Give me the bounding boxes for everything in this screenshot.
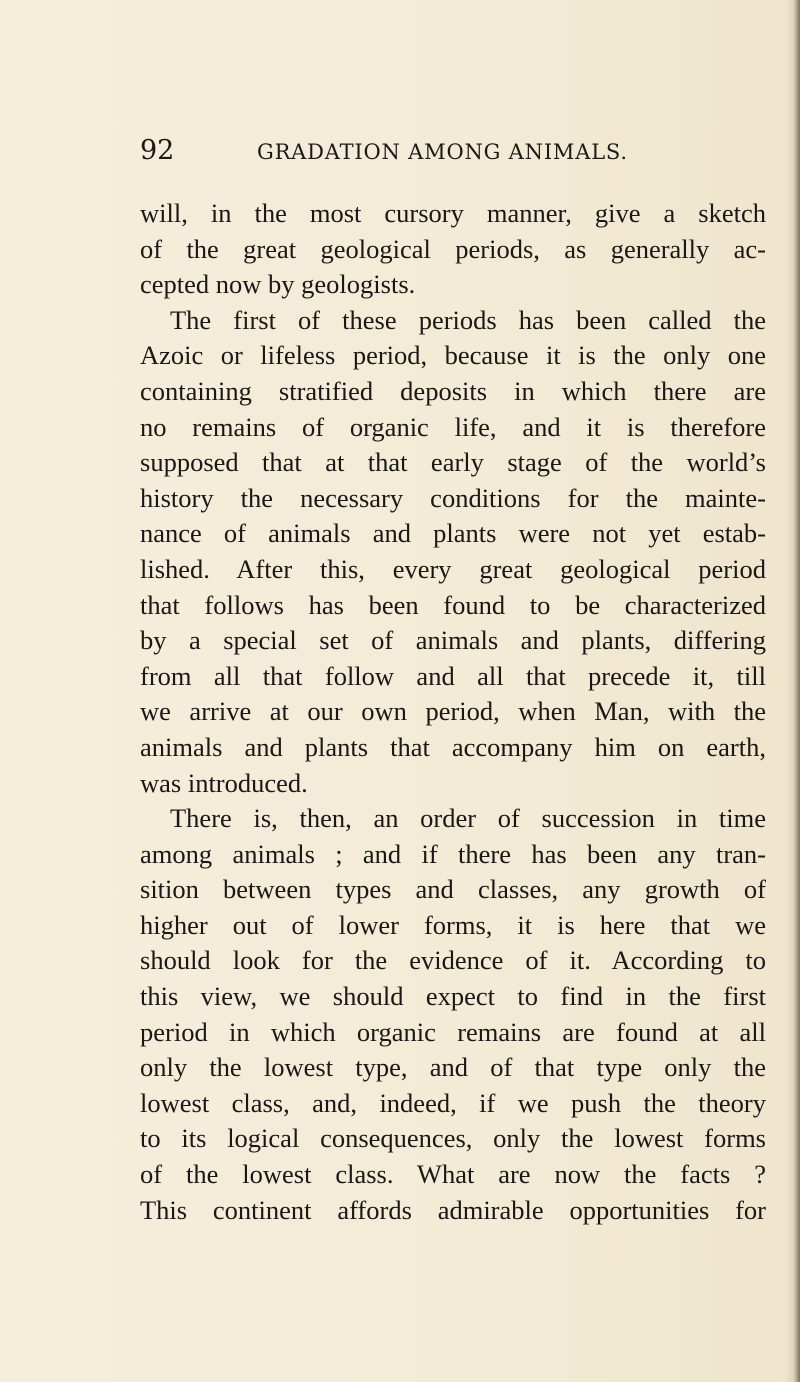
text-line: history the necessary conditions for the mainte-: [140, 482, 766, 513]
text-line: higher out of lower forms, it is here that we: [140, 909, 766, 940]
text-line: from all that follow and all that precede it, till: [140, 660, 766, 691]
text-line: that follows has been found to be characterized: [140, 589, 766, 620]
text-line: we arrive at our own period, when Man, with the: [140, 696, 766, 727]
text-line: this view, we should expect to find in the first: [140, 981, 766, 1012]
text-line: containing stratified deposits in which there are: [140, 375, 766, 406]
text-line: of the lowest class. What are now the facts ?: [140, 1159, 766, 1190]
page-header: [140, 136, 780, 166]
text-line: lished. After this, every great geological period: [140, 553, 766, 584]
text-line: animals and plants that accompany him on earth,: [140, 731, 766, 762]
page-number: 92: [140, 135, 175, 166]
running-head: GRADATION AMONG ANIMALS.: [257, 140, 628, 164]
text-line: by a special set of animals and plants, differing: [140, 625, 766, 656]
body-text: [140, 196, 766, 1228]
text-line: Azoic or lifeless period, because it is the only one: [140, 340, 766, 371]
page-edge-shadow: [786, 0, 800, 1382]
text-line: There is, then, an order of succession in time: [170, 803, 766, 834]
text-line: no remains of organic life, and it is therefore: [140, 411, 766, 442]
text-line: only the lowest type, and of that type only the: [140, 1052, 766, 1083]
text-line: This continent affords admirable opportunities for: [140, 1194, 766, 1225]
text-line: to its logical consequences, only the lowest forms: [140, 1123, 766, 1154]
text-line: lowest class, and, indeed, if we push the theory: [140, 1087, 766, 1118]
text-line: period in which organic remains are found at all: [140, 1016, 766, 1047]
text-line: sition between types and classes, any growth of: [140, 874, 766, 905]
text-line: should look for the evidence of it. According to: [140, 945, 766, 976]
text-line: will, in the most cursory manner, give a sketch: [140, 198, 766, 228]
text-line: nance of animals and plants were not yet estab-: [140, 518, 766, 549]
text-line: supposed that at that early stage of the world’s: [140, 447, 766, 478]
text-line: among animals ; and if there has been any tran-: [140, 838, 766, 869]
text-line: was introduced.: [140, 767, 308, 798]
text-line: The first of these periods has been called the: [170, 304, 766, 335]
text-line: of the great geological periods, as generally ac-: [140, 233, 766, 264]
text-line: cepted now by geologists.: [140, 269, 416, 300]
